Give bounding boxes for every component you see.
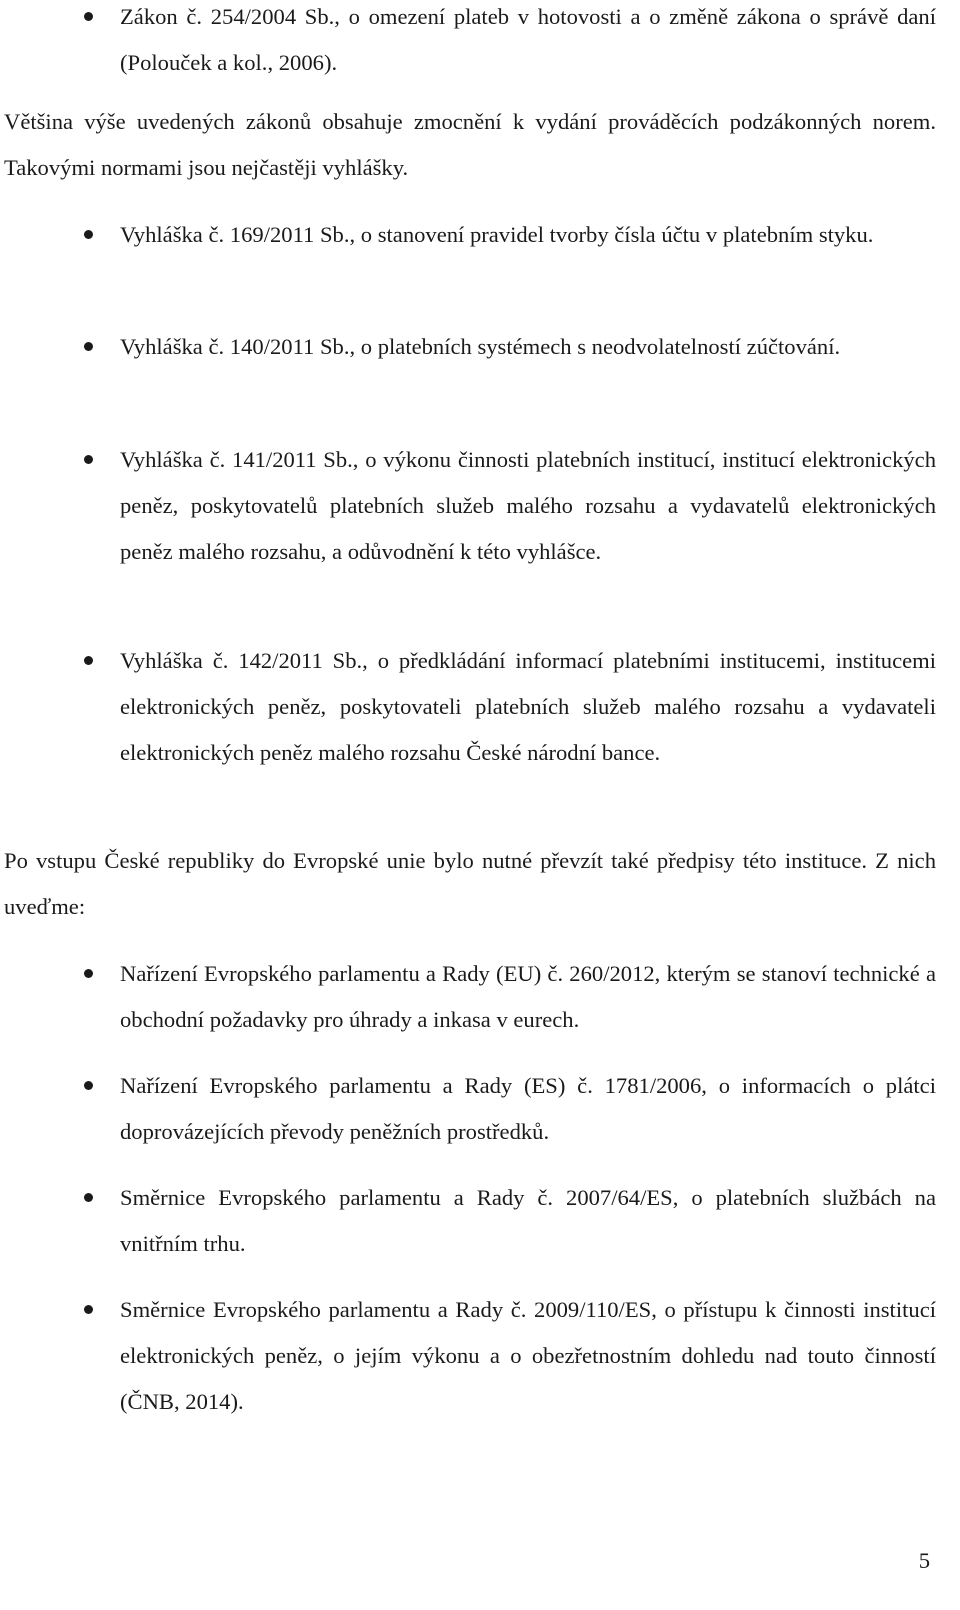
bullet-icon [84,1081,93,1090]
eu-regulation-list [0,951,960,1043]
bullet-icon [84,455,93,464]
bullet-icon [84,12,93,21]
list-item-text: Směrnice Evropského parlamentu a Rady č. 2007/64/ES, o platebních službách na vnitřním trhu. [120,1185,936,1256]
decree-list [0,638,960,776]
list-item [0,324,960,370]
page-number: 5 [918,1548,930,1573]
list-item [0,638,960,776]
eu-regulation-list [0,1287,960,1425]
list-item [0,0,960,86]
paragraph: Většina výše uvedených zákonů obsahuje zmocnění k vydání prováděcích podzákonných norem. Takovými normami jsou nejčastěji vyhlášky. [4,109,936,180]
bullet-icon [84,969,93,978]
list-item [0,1063,960,1155]
decree-list [0,437,960,575]
bullet-icon [84,342,93,351]
decree-list [0,212,960,258]
list-item-text: Vyhláška č. 142/2011 Sb., o předkládání informací platebními institucemi, institucemi elektronických peněz, poskytovateli platebních služeb malého rozsahu a vydavateli elektronických peněz malého rozsahu České národní bance. [120,648,936,765]
decree-list [0,324,960,370]
list-item-text: Vyhláška č. 140/2011 Sb., o platebních systémech s neodvolatelností zúčtování. [120,334,841,359]
list-item-text: Zákon č. 254/2004 Sb., o omezení plateb v hotovosti a o změně zákona o správě daní (Polouček a kol., 2006). [120,4,936,75]
eu-regulation-list [0,1063,960,1155]
list-item-text: Vyhláška č. 169/2011 Sb., o stanovení pravidel tvorby čísla účtu v platebním styku. [120,222,874,247]
list-item [0,212,960,258]
bullet-icon [84,1305,93,1314]
list-item-text: Vyhláška č. 141/2011 Sb., o výkonu činnosti platebních institucí, institucí elektronických peněz, poskytovatelů platebních služeb malého rozsahu a vydavatelů elektronických peněz malého rozsahu, a odůvodnění k této vyhlášce. [120,447,936,564]
paragraph: Po vstupu České republiky do Evropské unie bylo nutné převzít také předpisy této instituce. Z nich uveďme: [4,848,936,919]
list-item-text: Nařízení Evropského parlamentu a Rady (ES) č. 1781/2006, o informacích o plátci doprovázejících převody peněžních prostředků. [120,1073,936,1144]
bullet-icon [84,656,93,665]
list-item [0,437,960,575]
list-item-text: Nařízení Evropského parlamentu a Rady (EU) č. 260/2012, kterým se stanoví technické a obchodní požadavky pro úhrady a inkasa v eurech. [120,961,936,1032]
bullet-icon [84,1193,93,1202]
bullet-icon [84,230,93,239]
list-item [0,951,960,1043]
list-item [0,1287,960,1425]
list-item [0,1175,960,1267]
eu-regulation-list [0,1175,960,1267]
law-list [0,0,960,86]
list-item-text: Směrnice Evropského parlamentu a Rady č. 2009/110/ES, o přístupu k činnosti institucí elektronických peněz, o jejím výkonu a o obezřetnostním dohledu nad touto činností (ČNB, 2014). [120,1297,936,1414]
